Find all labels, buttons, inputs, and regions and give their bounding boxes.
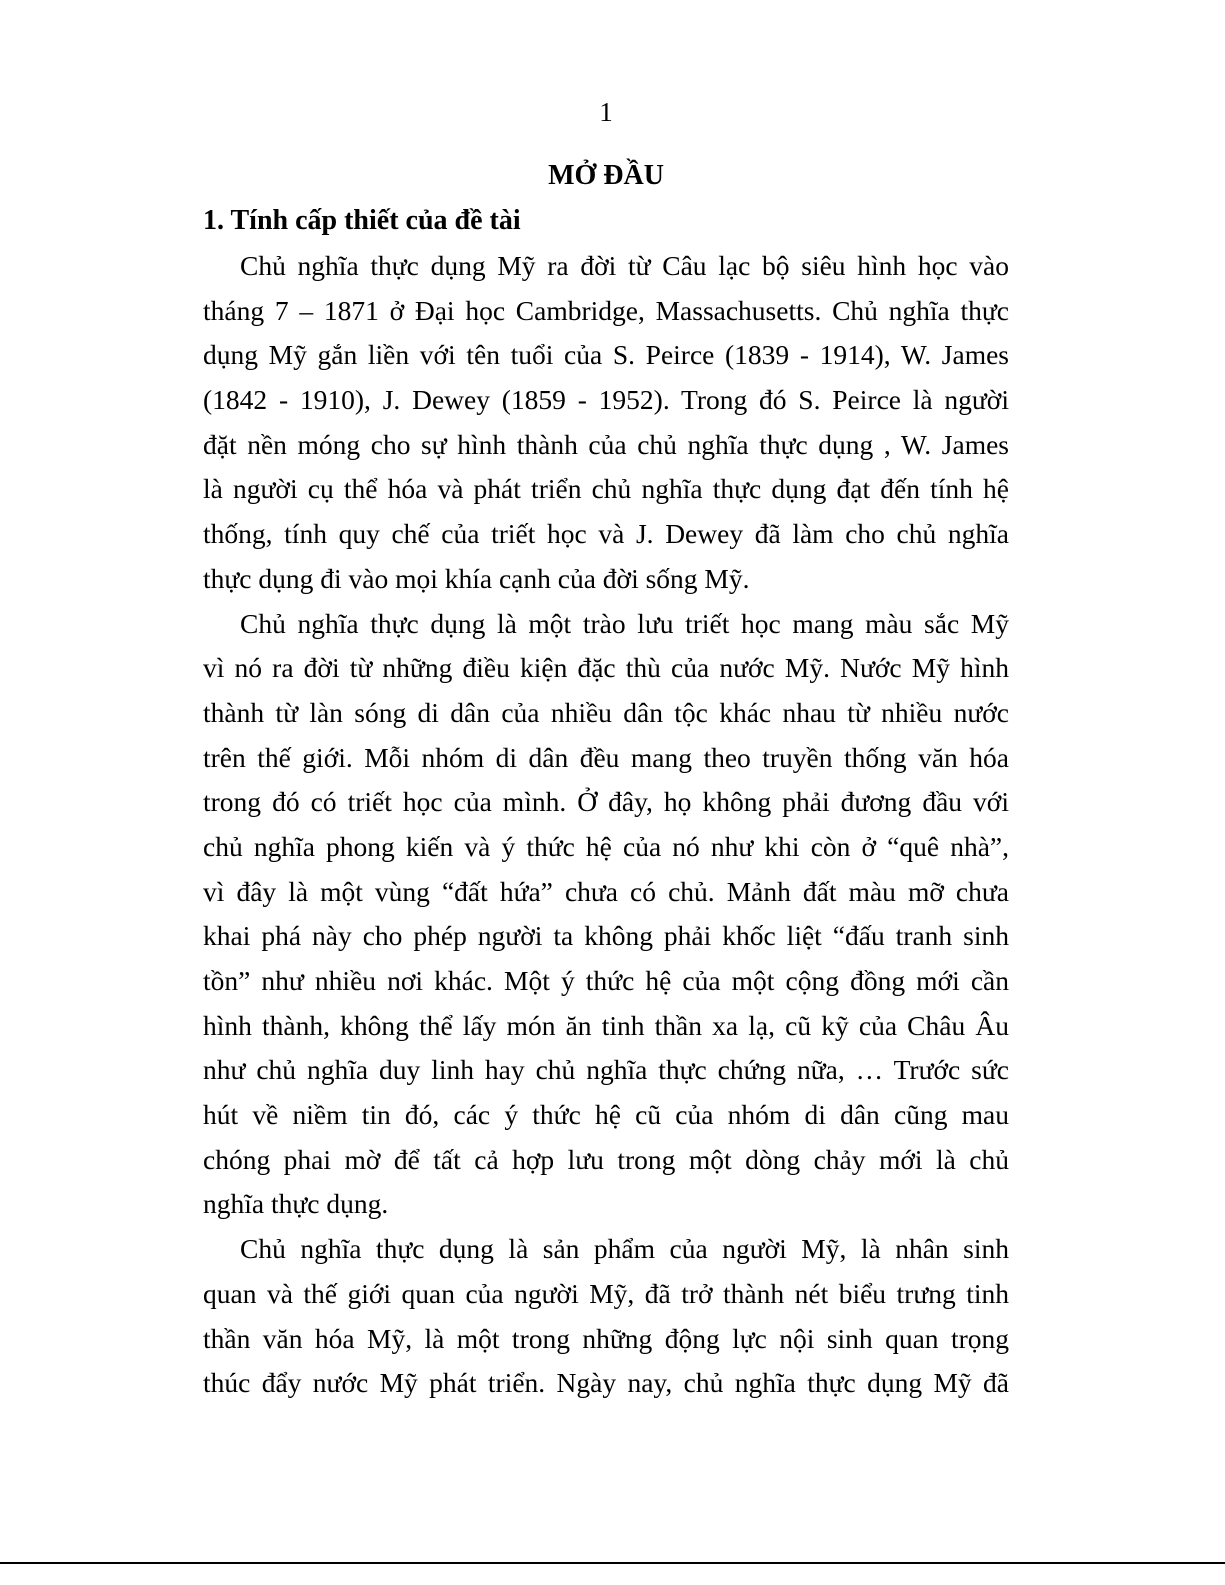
text-line: chóng phai mờ để tất cả hợp lưu trong một dòng chảy mới là chủ xyxy=(203,1143,1009,1175)
text-line: quan và thế giới quan của người Mỹ, đã trở thành nét biểu trưng tinh xyxy=(203,1277,1009,1309)
text-line: thống, tính quy chế của triết học và J. Dewey đã làm cho chủ nghĩa xyxy=(203,518,1009,550)
text-line: thúc đẩy nước Mỹ phát triển. Ngày nay, chủ nghĩa thực dụng Mỹ đã xyxy=(203,1367,1009,1399)
text-line: Chủ nghĩa thực dụng là một trào lưu triết học mang màu sắc Mỹ xyxy=(240,607,1009,639)
section-heading: 1. Tính cấp thiết của đề tài xyxy=(203,205,521,236)
text-line: đặt nền móng cho sự hình thành của chủ nghĩa thực dụng , W. James xyxy=(203,428,1009,460)
text-line: dụng Mỹ gắn liền với tên tuổi của S. Peirce (1839 - 1914), W. James xyxy=(203,339,1009,371)
text-line: thần văn hóa Mỹ, là một trong những động lực nội sinh quan trọng xyxy=(203,1322,1009,1354)
text-line: tháng 7 – 1871 ở Đại học Cambridge, Massachusetts. Chủ nghĩa thực xyxy=(203,294,1009,326)
text-line: Chủ nghĩa thực dụng Mỹ ra đời từ Câu lạc bộ siêu hình học vào xyxy=(240,250,1009,281)
text-line: (1842 - 1910), J. Dewey (1859 - 1952). Trong đó S. Peirce là người xyxy=(203,384,1009,416)
text-line: khai phá này cho phép người ta không phải khốc liệt “đấu tranh sinh xyxy=(203,920,1009,952)
text-line: vì đây là một vùng “đất hứa” chưa có chủ. Mảnh đất màu mỡ chưa xyxy=(203,875,1009,907)
text-line: Chủ nghĩa thực dụng là sản phẩm của người Mỹ, là nhân sinh xyxy=(240,1233,1009,1265)
text-line: nghĩa thực dụng. xyxy=(203,1188,389,1220)
text-line: chủ nghĩa phong kiến và ý thức hệ của nó như khi còn ở “quê nhà”, xyxy=(203,830,1009,862)
text-line: tồn” như nhiều nơi khác. Một ý thức hệ của một cộng đồng mới cần xyxy=(203,965,1009,996)
chapter-title: MỞ ĐẦU xyxy=(548,160,664,191)
text-line: thực dụng đi vào mọi khía cạnh của đời sống Mỹ. xyxy=(203,562,750,594)
text-line: trên thế giới. Mỗi nhóm di dân đều mang theo truyền thống văn hóa xyxy=(203,741,1009,773)
text-line: thành từ làn sóng di dân của nhiều dân tộc khác nhau từ nhiều nước xyxy=(203,696,1009,728)
text-line: hút về niềm tin đó, các ý thức hệ cũ của nhóm di dân cũng mau xyxy=(203,1099,1009,1131)
text-line: vì nó ra đời từ những điều kiện đặc thù của nước Mỹ. Nước Mỹ hình xyxy=(203,652,1009,684)
bottom-rule xyxy=(0,1562,1225,1564)
text-line: như chủ nghĩa duy linh hay chủ nghĩa thực chứng nữa, … Trước sức xyxy=(203,1054,1009,1086)
body-text xyxy=(203,244,1009,1406)
text-line: hình thành, không thể lấy món ăn tinh thần xa lạ, cũ kỹ của Châu Âu xyxy=(203,1009,1009,1041)
text-line: trong đó có triết học của mình. Ở đây, họ không phải đương đầu với xyxy=(203,786,1009,818)
text-line: là người cụ thể hóa và phát triển chủ nghĩa thực dụng đạt đến tính hệ xyxy=(203,473,1009,505)
page-number: 1 xyxy=(599,97,613,127)
